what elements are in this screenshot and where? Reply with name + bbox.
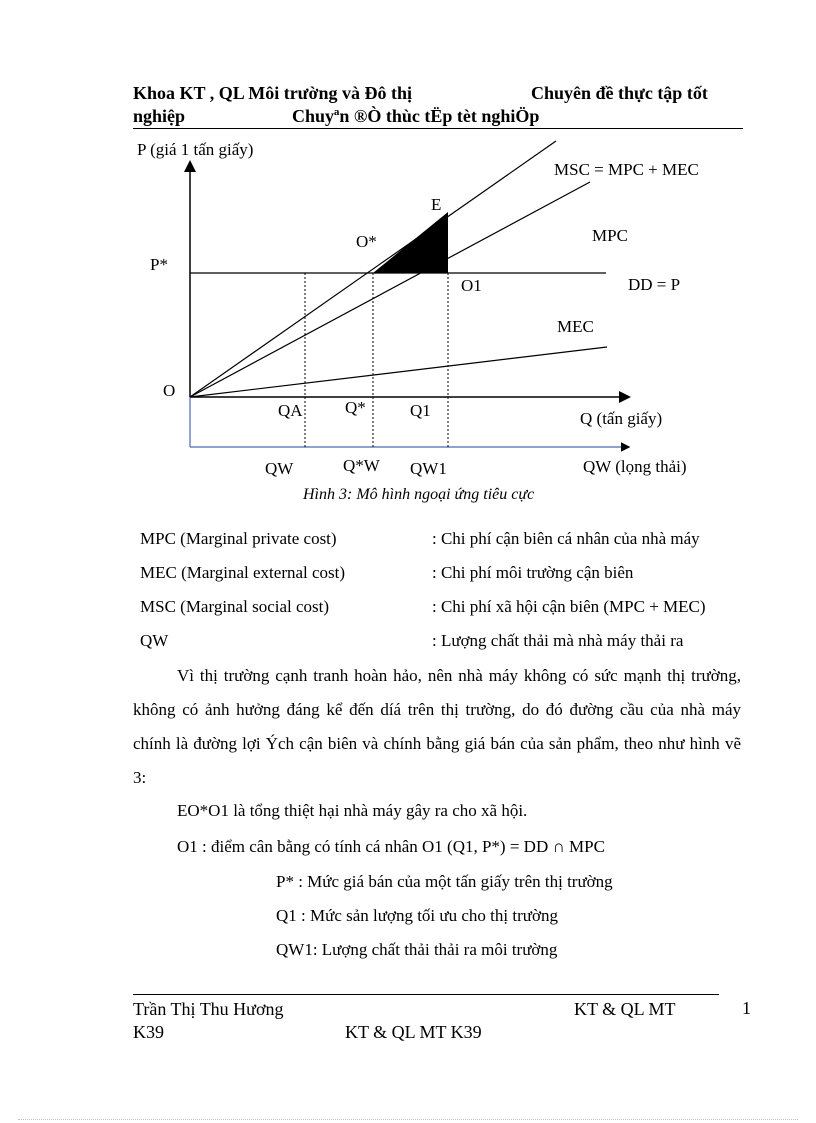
- body-paragraph-text: Vì thị trường cạnh tranh hoàn hảo, nên nhà máy không có sức mạnh thị trường, không có ảnh hưởng đáng kể đến díá trên thị trường, do đó đường cầu của nhà máy chính là đường lợi Ých cận biên và chính bằng giá bán của sản phẩm, theo như hình vẽ 3:: [133, 666, 741, 787]
- def-desc-qw: : Lượng chất thải mà nhà máy thải ra: [432, 631, 684, 650]
- qstarw-label: Q*W: [343, 456, 380, 475]
- def-term-msc: MSC (Marginal social cost): [140, 597, 330, 616]
- msc-label: MSC = MPC + MEC: [554, 160, 699, 179]
- point-e-label: E: [431, 195, 442, 214]
- qw-label: QW: [265, 459, 294, 478]
- header-left-line2: nghiệp: [133, 106, 186, 126]
- footer-rule: [133, 994, 719, 995]
- page-bottom-dotted-line: [18, 1119, 798, 1120]
- equilibrium-line: O1 : điểm cân bằng có tính cá nhân O1 (Q1, P*) = DD ∩ MPC: [177, 837, 605, 856]
- def-term-mpc: MPC (Marginal private cost): [140, 529, 337, 548]
- triangle-line: [177, 801, 527, 821]
- mec-label: MEC: [557, 317, 594, 336]
- def-desc-mec: : Chi phí môi trường cận biên: [432, 563, 634, 582]
- q1-line: Q1 : Mức sản lượng tối ưu cho thị trường: [276, 906, 558, 925]
- qw1-line: QW1: Lượng chất thải thải ra môi trường: [276, 940, 558, 959]
- x-axis-label: Q (tấn giấy): [580, 409, 663, 428]
- def-desc-msc: : Chi phí xã hội cận biên (MPC + MEC): [432, 597, 706, 616]
- header-right-line1: Chuyên đề thực tập tốt: [531, 83, 708, 103]
- footer-author: Trần Thị Thu Hương: [133, 999, 284, 1019]
- price-label: P*: [150, 255, 168, 274]
- pstar-line: P* : Mức giá bán của một tấn giấy trên thị trường: [276, 872, 613, 891]
- point-ostar-label: O*: [356, 232, 377, 251]
- def-term-qw: QW: [140, 631, 169, 650]
- q1-label: Q1: [410, 401, 431, 420]
- externality-chart: [0, 0, 816, 520]
- header-left-line1: Khoa KT , QL Môi trường và Đô thị: [133, 83, 412, 103]
- dd-label: DD = P: [628, 275, 681, 294]
- def-desc-mpc: : Chi phí cận biên cá nhân của nhà máy: [432, 529, 700, 548]
- body-paragraph: [133, 659, 741, 795]
- figure-caption: Hình 3: Mô hình ngoại ứng tiêu cực: [303, 486, 535, 503]
- triangle-text: EO*O1 là tổng thiệt hại nhà máy gây ra cho xã hội.: [177, 801, 528, 820]
- mpc-label: MPC: [592, 226, 628, 245]
- qw1-label: QW1: [410, 459, 447, 478]
- header-center-line2: Chuyªn ®Ò thùc tËp tèt nghiÖp: [292, 106, 540, 126]
- footer-class: K39: [133, 1022, 164, 1042]
- footer-dept: KT & QL MT: [574, 999, 676, 1019]
- page-number: 1: [742, 998, 751, 1018]
- mpc-line: [190, 182, 590, 397]
- def-term-mec: MEC (Marginal external cost): [140, 563, 346, 582]
- w-axis-label: QW (lọng thải): [583, 457, 687, 476]
- point-o1-label: O1: [461, 276, 482, 295]
- origin-label: O: [163, 381, 176, 400]
- mec-line: [190, 347, 607, 397]
- qstar-label: Q*: [345, 398, 366, 417]
- qa-label: QA: [278, 401, 303, 420]
- footer-center: KT & QL MT K39: [345, 1022, 482, 1042]
- y-axis-label: P (giá 1 tấn giấy): [137, 140, 254, 159]
